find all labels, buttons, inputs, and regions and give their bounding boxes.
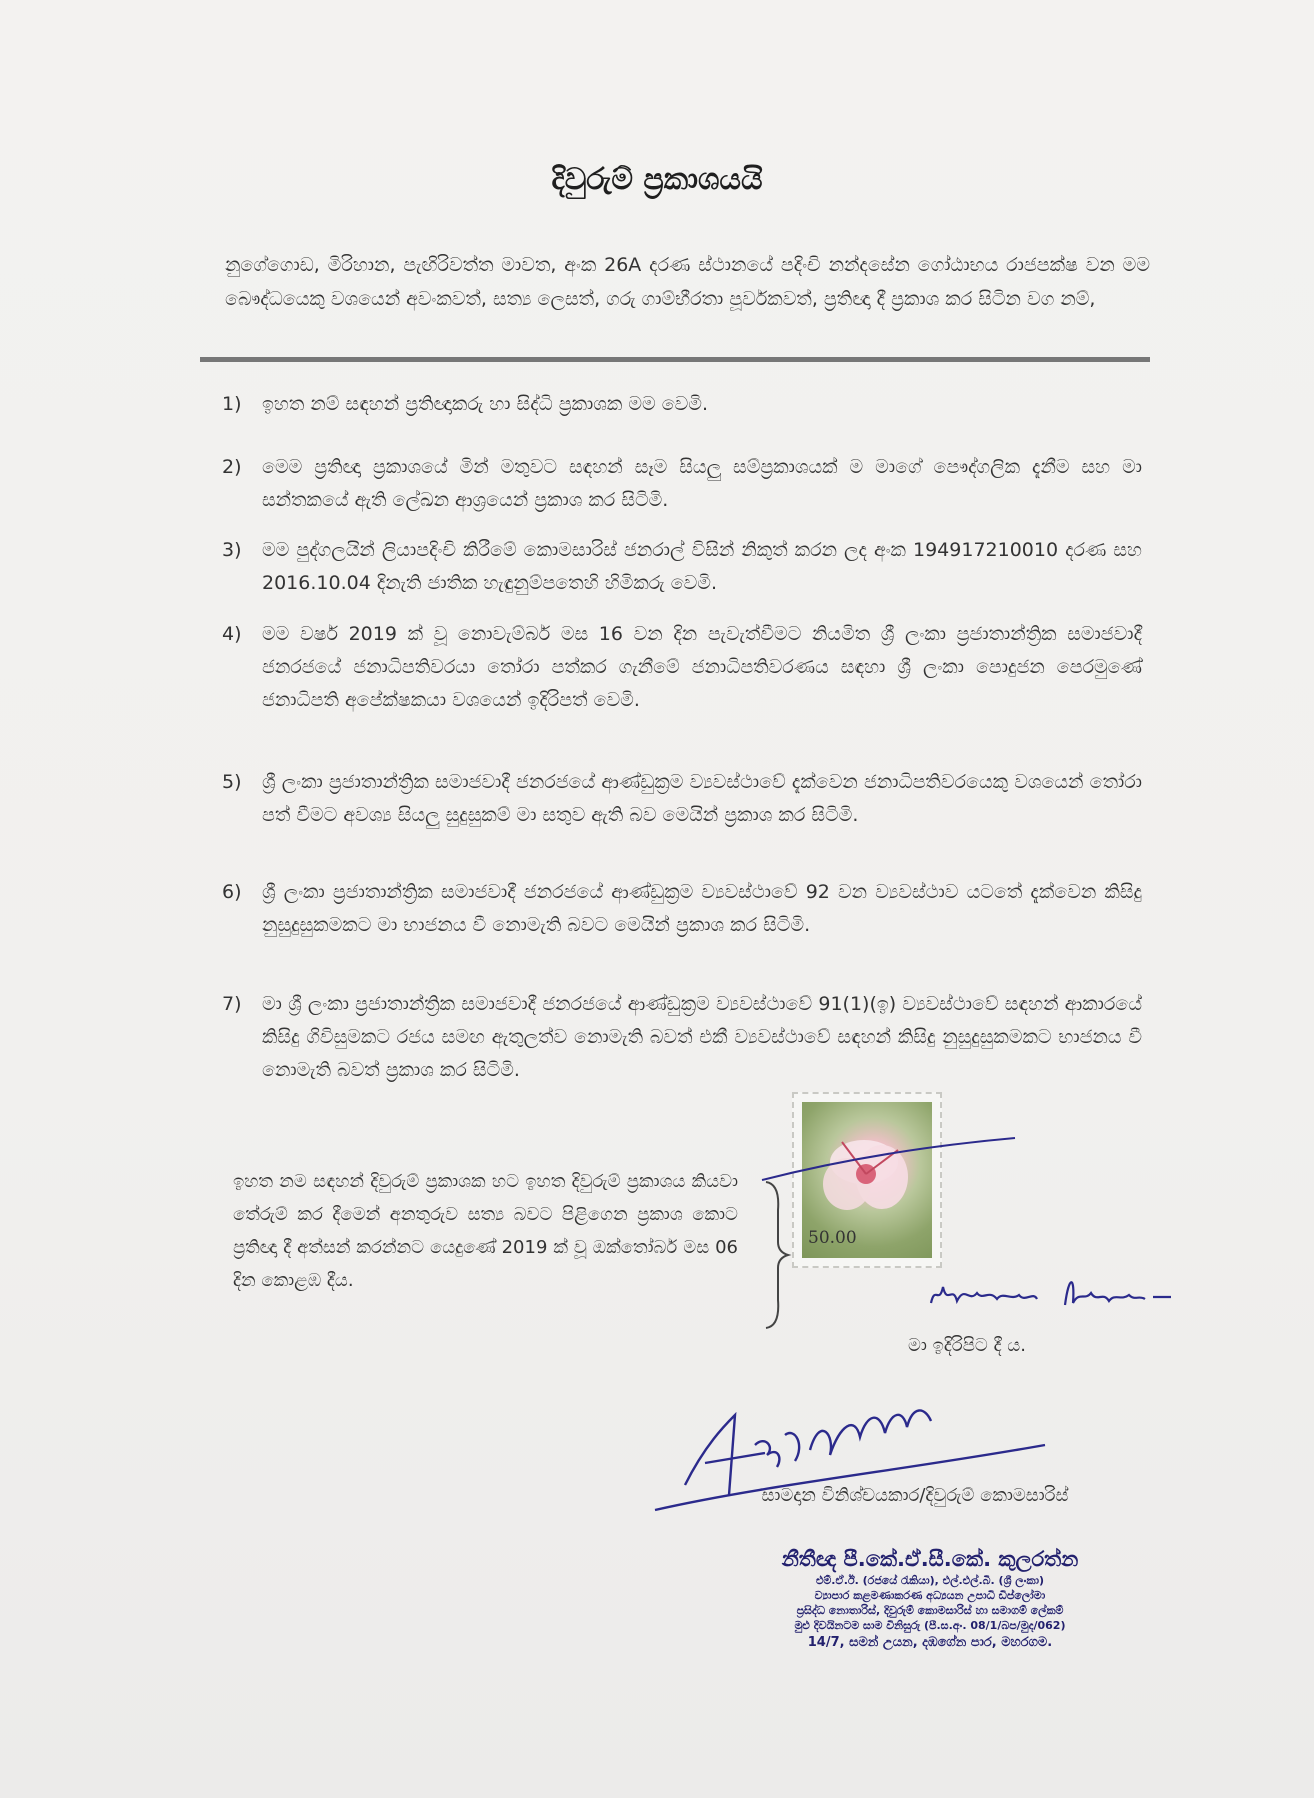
- intro-paragraph: නුගේගොඩ, මිරිහාන, පැඟිරිවත්ත මාවත, අංක 26A දරණ ස්ථානයේ පදිංචි නන්දසේන ගෝඨාභය රාජපක්ෂ වන මම බෞද්ධයෙකු වශයෙන් අවංකවත්, සත්‍ය ලෙසත්, ගරු ගාම්භීරතා පූර්වකවත්, ප්‍රතිඥා දී ප්‍රකාශ කර සිටින වග නම්,: [225, 254, 1150, 310]
- seal-line: මුළු දිවයිනටම සාම විනිසුරු (පී.ස.අං. 08/1/බප/මුද/062): [794, 1619, 1066, 1632]
- document-title: දිවුරුම් ප්‍රකාශයයි: [551, 162, 763, 197]
- item-number: 5): [222, 771, 242, 793]
- item-number: 1): [222, 393, 242, 415]
- item-text: ශ්‍රී ලංකා ප්‍රජාතාන්ත්‍රික සමාජවාදී ජනරජයේ ආණ්ඩුක්‍රම ව්‍යවස්ථාවේ දැක්වෙන ජනාධිපතිවරයෙකු වශයෙන් තෝරා පත් වීමට අවශ්‍ය සියලු සුදුසුකම් මා සතුව ඇති බව මෙයින් ප්‍රකාශ කර සිටිමි.: [262, 771, 1142, 826]
- jurat-paragraph: ඉහත නම සඳහන් දිවුරුම් ප්‍රකාශක හට ඉහත දිවුරුම් ප්‍රකාශය කියවා තේරුම් කර දීමෙන් අනතුරුව සත්‍ය බවට පිළිගෙන ප්‍රකාශ කොට ප්‍රතිඥා දී අත්සන් කරන්නට යෙදුණේ 2019 ක් වූ ඔක්තෝබර් මස 06 දින කොළඹ දීය.: [233, 1171, 738, 1291]
- item-number: 3): [222, 539, 242, 561]
- item-number: 7): [222, 993, 242, 1015]
- seal-line: ව්‍යාපාර කළමණාකරණ අධ්‍යයන උපාධි ඩිප්ලෝමා: [814, 1589, 1046, 1602]
- item-text: ඉහත නම් සඳහන් ප්‍රතිඥාකරු හා සිද්ධි ප්‍රකාශක මම වෙමි.: [262, 393, 709, 415]
- curly-brace-icon: [762, 1180, 792, 1330]
- item-text: මා ශ්‍රී ලංකා ප්‍රජාතාන්ත්‍රික සමාජවාදී ජනරජයේ ආණ්ඩුක්‍රම ව්‍යවස්ථාවේ 91(1)(ඉ) ව්‍යවස්ථාවේ සඳහන් ආකාරයේ කිසිදු ගිවිසුමකට රජය සමඟ ඇතුලත්ව නොමැති බවත් එකී ව්‍යවස්ථාවේ සඳහන් කිසිදු නුසුදුසුකමකට භාජනය වී නොමැති බවත් ප්‍රකාශ කර සිටිමි.: [262, 993, 1142, 1081]
- deponent-signature: [925, 1265, 1245, 1315]
- seal-address: 14/7, සමන් උයන, දඹගේන පාර, මහරගම.: [807, 1635, 1053, 1650]
- item-text: ශ්‍රී ලංකා ප්‍රජාතාන්ත්‍රික සමාජවාදී ජනරජයේ ආණ්ඩුක්‍රම ව්‍යවස්ථාවේ 92 වන ව්‍යවස්ථාව යටතේ දැක්වෙන කිසිදු නුසුදුසුකමකට මා භාජනය වී නොමැති බවට මෙයින් ප්‍රකාශ කර සිටිමි.: [262, 881, 1142, 936]
- officer-title: සාමදාන විනිශ්චයකාර/දිවුරුම් කොමසාරිස්: [761, 1485, 1069, 1506]
- stamp-value: 50.00: [808, 1228, 857, 1248]
- in-presence-text: මා ඉදිරිපිට දී ය.: [908, 1335, 1026, 1356]
- seal-name: නීතීඥ පී.කේ.ඒ.සී.කේ. කුලරත්න: [781, 1547, 1079, 1571]
- item-text: මම වර්ෂ 2019 ක් වූ නොවැම්බර් මස 16 වන දින පැවැත්වීමට නියමිත ශ්‍රී ලංකා ප්‍රජාතාන්ත්‍රික සමාජවාදී ජනරජයේ ජනාධිපතිවරයා තෝරා පත්කර ගැනීමේ ජනාධිපතිවරණය සඳහා ශ්‍රී ලංකා පොදුජන පෙරමුණේ ජනාධිපති අපේක්ෂකයා වශයෙන් ඉදිරිපත් වෙමි.: [262, 623, 1142, 711]
- commissioner-seal: [720, 1545, 1140, 1652]
- item-number: 4): [222, 623, 242, 645]
- item-number: 6): [222, 881, 242, 903]
- seal-line: එම්.ඒ.ඊ. (රජයේ රැකියා), එල්.එල්.බී. (ශ්‍රී ලංකා): [815, 1574, 1045, 1587]
- cancel-stroke: [760, 1110, 1020, 1190]
- item-text: මම පුද්ගලයින් ලියාපදිංචි කිරීමේ කොමසාරිස් ජනරාල් විසින් නිකුත් කරන ලද අංක 194917210010 දරණ සහ 2016.10.04 දිනැති ජාතික හැඳුනුම්පතෙහි හිමිකරු වෙමි.: [262, 539, 1142, 594]
- item-number: 2): [222, 456, 242, 478]
- seal-line: ප්‍රසිද්ධ නොතාරිස්, දිවුරුම් කොමසාරිස් හා සමාගම් ලේකම්: [796, 1604, 1064, 1617]
- horizontal-divider: [200, 357, 1150, 362]
- item-text: මෙම ප්‍රතිඥා ප්‍රකාශයේ මින් මතුවට සඳහන් සෑම සියලු සම්ප්‍රකාශයක් ම මාගේ පෞද්ගලික දැනීම සහ මා සන්තකයේ ඇති ලේඛන ආශ්‍රයෙන් ප්‍රකාශ කර සිටිමි.: [262, 456, 1142, 511]
